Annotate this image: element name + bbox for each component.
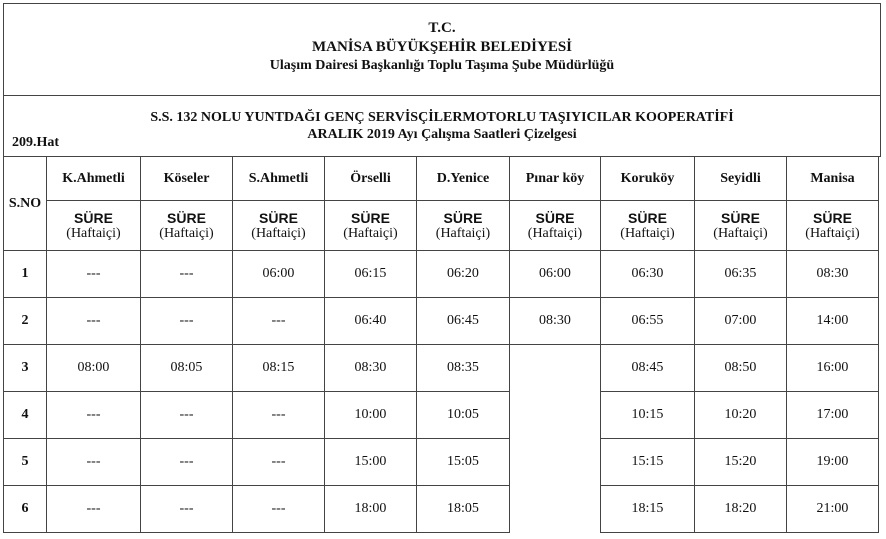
time-cell: 19:00 <box>787 439 879 486</box>
sno-header: S.NO <box>4 157 47 251</box>
time-cell <box>510 345 601 392</box>
time-cell: 14:00 <box>787 298 879 345</box>
stop-header: K.Ahmetli <box>47 157 141 201</box>
line-number: 209.Hat <box>12 135 60 150</box>
time-cell: 10:05 <box>417 392 510 439</box>
time-cell: --- <box>47 298 141 345</box>
row-number: 1 <box>4 251 47 298</box>
time-cell: --- <box>141 486 233 533</box>
time-cell: --- <box>141 298 233 345</box>
row-number: 3 <box>4 345 47 392</box>
time-cell: --- <box>141 392 233 439</box>
time-cell: 15:20 <box>695 439 787 486</box>
time-cell <box>510 439 601 486</box>
time-cell: --- <box>233 439 325 486</box>
duration-header <box>233 201 325 251</box>
time-cell: 06:45 <box>417 298 510 345</box>
time-cell: --- <box>47 439 141 486</box>
time-cell: --- <box>47 486 141 533</box>
sure-label: SÜRE <box>721 209 760 226</box>
time-cell: --- <box>141 439 233 486</box>
sure-label: SÜRE <box>259 209 298 226</box>
duration-header <box>510 201 601 251</box>
time-cell: 08:05 <box>141 345 233 392</box>
time-cell: 08:50 <box>695 345 787 392</box>
time-cell: 18:05 <box>417 486 510 533</box>
duration-header <box>601 201 695 251</box>
time-cell: 10:00 <box>325 392 417 439</box>
cooperative-title: S.S. 132 NOLU YUNTDAĞI GENÇ SERVİSÇİLERMOTORLU TAŞIYICILAR KOOPERATİFİ <box>150 110 734 125</box>
weekday-label: (Haftaiçi) <box>66 225 121 241</box>
time-cell: 06:35 <box>695 251 787 298</box>
stop-header: S.Ahmetli <box>233 157 325 201</box>
time-cell: 18:15 <box>601 486 695 533</box>
sure-label: SÜRE <box>167 209 206 226</box>
time-cell: 06:55 <box>601 298 695 345</box>
stop-header: Seyidli <box>695 157 787 201</box>
header-municipality: MANİSA BÜYÜKŞEHİR BELEDİYESİ <box>311 39 573 55</box>
stop-header: D.Yenice <box>417 157 510 201</box>
time-cell: 06:00 <box>233 251 325 298</box>
time-cell: 06:30 <box>601 251 695 298</box>
time-cell: 10:15 <box>601 392 695 439</box>
duration-header <box>141 201 233 251</box>
duration-header <box>695 201 787 251</box>
sure-label: SÜRE <box>813 209 852 226</box>
time-cell: 10:20 <box>695 392 787 439</box>
stop-header: Koruköy <box>601 157 695 201</box>
time-cell: 06:00 <box>510 251 601 298</box>
subheader-box <box>3 95 881 157</box>
time-cell: 08:30 <box>787 251 879 298</box>
weekday-label: (Haftaiçi) <box>251 225 306 241</box>
time-cell: 07:00 <box>695 298 787 345</box>
time-cell: --- <box>233 392 325 439</box>
sure-label: SÜRE <box>74 209 113 226</box>
duration-header <box>787 201 879 251</box>
time-cell: 06:40 <box>325 298 417 345</box>
schedule-table <box>3 156 879 533</box>
sure-label: SÜRE <box>628 209 667 226</box>
row-number: 6 <box>4 486 47 533</box>
time-cell: --- <box>233 298 325 345</box>
weekday-label: (Haftaiçi) <box>713 225 768 241</box>
time-cell: 18:00 <box>325 486 417 533</box>
header-tc: T.C. <box>428 20 456 36</box>
time-cell: 08:15 <box>233 345 325 392</box>
schedule-title: ARALIK 2019 Ayı Çalışma Saatleri Çizelgesi <box>307 127 577 142</box>
weekday-label: (Haftaiçi) <box>159 225 214 241</box>
time-cell: --- <box>47 392 141 439</box>
time-cell: 08:00 <box>47 345 141 392</box>
stop-header: Manisa <box>787 157 879 201</box>
weekday-label: (Haftaiçi) <box>620 225 675 241</box>
weekday-label: (Haftaiçi) <box>435 225 491 241</box>
stop-header: Köseler <box>141 157 233 201</box>
sure-label: SÜRE <box>443 209 483 226</box>
time-cell: 16:00 <box>787 345 879 392</box>
time-cell: 08:30 <box>510 298 601 345</box>
time-cell: 15:15 <box>601 439 695 486</box>
row-number: 4 <box>4 392 47 439</box>
time-cell: 15:00 <box>325 439 417 486</box>
time-cell: 08:35 <box>417 345 510 392</box>
time-cell: 08:45 <box>601 345 695 392</box>
duration-header <box>325 201 417 251</box>
time-cell: 18:20 <box>695 486 787 533</box>
time-cell: 15:05 <box>417 439 510 486</box>
duration-header <box>47 201 141 251</box>
stop-header: Pınar köy <box>510 157 601 201</box>
time-cell: 08:30 <box>325 345 417 392</box>
stop-header: Örselli <box>325 157 417 201</box>
header-box <box>3 3 881 95</box>
time-cell <box>510 486 601 533</box>
time-cell: --- <box>47 251 141 298</box>
time-cell: --- <box>233 486 325 533</box>
weekday-label: (Haftaiçi) <box>805 225 860 241</box>
row-number: 2 <box>4 298 47 345</box>
time-cell: 06:15 <box>325 251 417 298</box>
time-cell <box>510 392 601 439</box>
time-cell: 17:00 <box>787 392 879 439</box>
header-department: Ulaşım Dairesi Başkanlığı Toplu Taşıma Şube Müdürlüğü <box>269 58 615 73</box>
time-cell: --- <box>141 251 233 298</box>
weekday-label: (Haftaiçi) <box>343 225 398 241</box>
sure-label: SÜRE <box>351 209 390 226</box>
time-cell: 06:20 <box>417 251 510 298</box>
time-cell: 21:00 <box>787 486 879 533</box>
duration-header <box>417 201 510 251</box>
weekday-label: (Haftaiçi) <box>527 225 583 241</box>
sure-label: SÜRE <box>535 209 575 226</box>
row-number: 5 <box>4 439 47 486</box>
